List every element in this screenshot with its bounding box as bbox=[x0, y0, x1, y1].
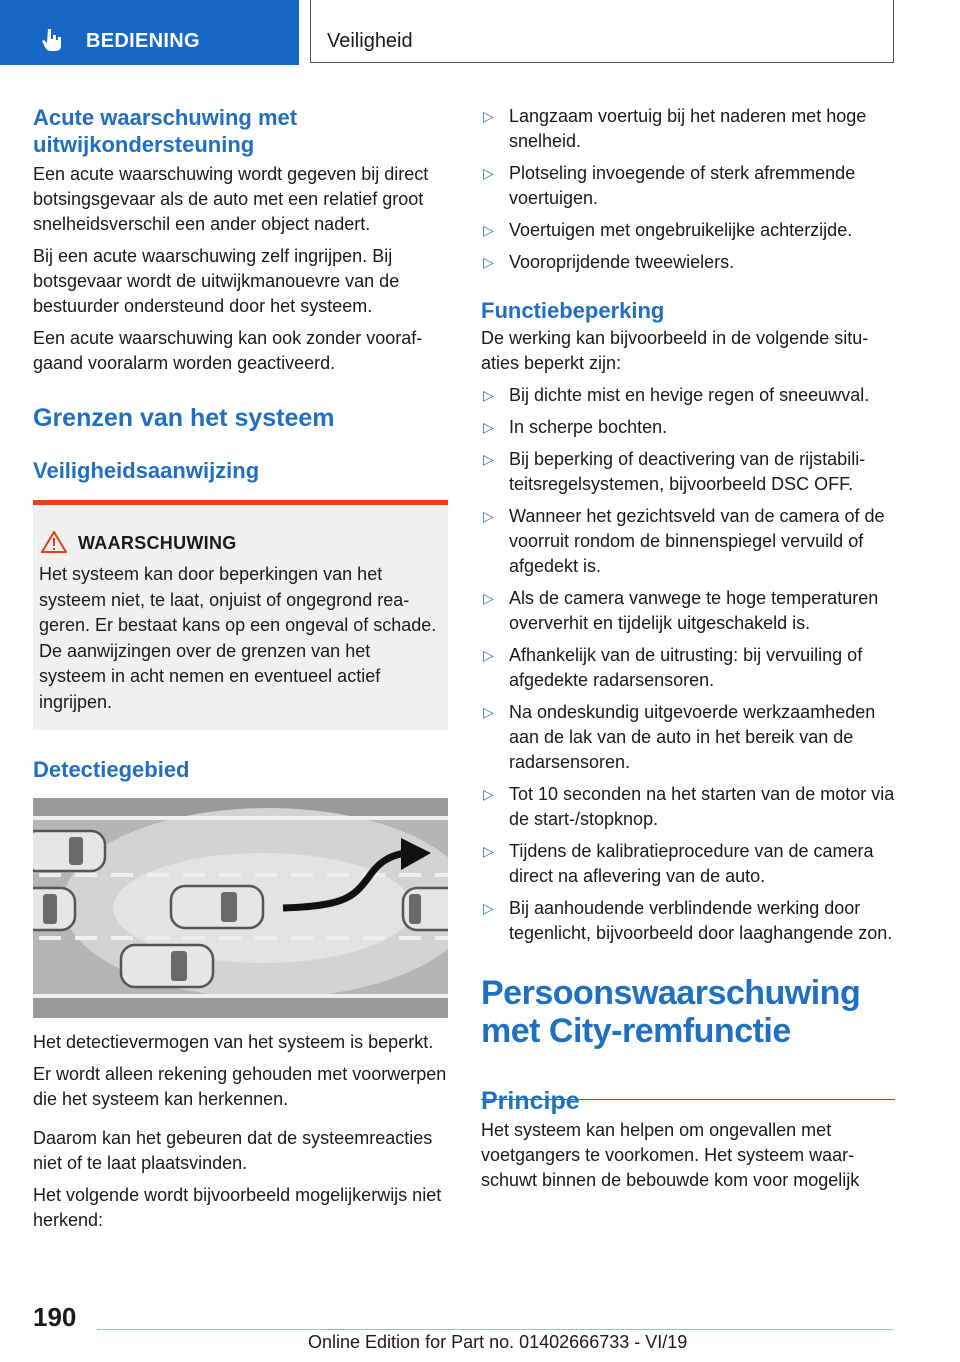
subsection-header bbox=[310, 0, 894, 63]
list-item bbox=[481, 586, 896, 636]
list-item-text: Vooroprijdende tweewielers. bbox=[509, 252, 735, 272]
bullet-icon: ▷ bbox=[483, 843, 494, 859]
paragraph: De werking kan bijvoorbeeld in de volgende situaties beperkt zijn: bbox=[481, 328, 869, 373]
footer-divider bbox=[97, 1329, 894, 1330]
list-item-text: Tijdens de kalibratieprocedure van de camera direct na aflevering van de auto. bbox=[509, 841, 874, 886]
list-item-text: Wanneer het gezichtsveld van de camera of de voorruit rondom de binnenspiegel vervuild of afgedekt is. bbox=[509, 506, 885, 576]
subsection-label: Veiligheid bbox=[327, 30, 413, 52]
list-item-text: Bij aanhoudende verblindende werking door tegenlicht, bijvoorbeeld door laaghangende zon. bbox=[509, 898, 893, 943]
heading-acute-waarschuwing: Acute waarschuwing met uitwijkondersteuning bbox=[33, 105, 298, 157]
bullet-icon: ▷ bbox=[483, 647, 494, 663]
section-label: BEDIENING bbox=[86, 30, 200, 52]
heading-grenzen: Grenzen van het systeem bbox=[33, 404, 335, 432]
list-item-text: Plotseling invoegende of sterk afremmende voertuigen. bbox=[509, 163, 856, 208]
paragraph: Bij een acute waarschuwing zelf ingrijpen. Bij botsgevaar wordt de uitwijkmanouevre van de bestuurder ondersteund door het systeem. bbox=[33, 246, 400, 316]
left-column-lower bbox=[33, 1030, 448, 1233]
heading-principe: Principe bbox=[481, 1087, 580, 1115]
hand-pointer-icon bbox=[40, 27, 66, 53]
bullet-icon: ▷ bbox=[483, 900, 494, 916]
list-item bbox=[481, 700, 896, 775]
heading-functiebeperking: Functiebeperking bbox=[481, 298, 665, 323]
paragraph: Het detectievermogen van het systeem is beperkt. bbox=[33, 1032, 434, 1052]
list-item bbox=[481, 415, 896, 440]
bullet-icon: ▷ bbox=[483, 222, 494, 238]
list-item bbox=[481, 218, 896, 243]
list-item bbox=[481, 782, 896, 832]
bullet-icon: ▷ bbox=[483, 704, 494, 720]
list-item bbox=[481, 643, 896, 693]
heading-persoonswaarschuwing: Persoonswaarschuwing met City-remfunctie bbox=[481, 974, 861, 1050]
bullet-icon: ▷ bbox=[483, 254, 494, 270]
paragraph: Er wordt alleen rekening gehouden met voorwerpen die het systeem kan herkennen. bbox=[33, 1064, 447, 1109]
list-item-text: Bij dichte mist en hevige regen of sneeuwval. bbox=[509, 385, 870, 405]
list-item bbox=[481, 839, 896, 889]
detection-area-illustration bbox=[33, 798, 448, 1018]
bullet-icon: ▷ bbox=[483, 108, 494, 124]
paragraph: Een acute waarschuwing kan ook zonder voorafgaand vooralarm worden geactiveerd. bbox=[33, 328, 423, 373]
list-item-text: Afhankelijk van de uitrusting: bij vervuiling of afgedekte radarsensoren. bbox=[509, 645, 863, 690]
bullet-icon: ▷ bbox=[483, 786, 494, 802]
section-rule bbox=[481, 1099, 895, 1100]
edition-text: Online Edition for Part no. 01402666733 - VI/19 bbox=[308, 1332, 688, 1352]
list-item bbox=[481, 447, 896, 497]
right-column bbox=[481, 104, 896, 1193]
list-item-text: Tot 10 seconden na het starten van de motor via de start-/stopknop. bbox=[509, 784, 895, 829]
warning-text: Het systeem kan door beperkingen van het systeem niet, te laat, onjuist of ongegrond reageren. Er bestaat kans op een ongeval of schade. De aanwijzingen over de grenzen van het systeem in acht nemen en eventueel actief ingrijpen. bbox=[39, 564, 437, 712]
list-item bbox=[481, 161, 896, 211]
list-item bbox=[481, 896, 896, 946]
list-item-text: Bij beperking of deactivering van de rijstabiliteitsregelsystemen, bijvoorbeeld DSC OFF. bbox=[509, 449, 866, 494]
list-item-text: Voertuigen met ongebruikelijke achterzijde. bbox=[509, 220, 853, 240]
section-tab bbox=[0, 0, 299, 65]
list-item bbox=[481, 504, 896, 579]
paragraph: Het systeem kan helpen om ongevallen met voetgangers te voorkomen. Het systeem waarschuwt binnen de bebouwde kom voor mogelijk bbox=[481, 1120, 860, 1190]
left-column bbox=[33, 104, 448, 484]
paragraph: Het volgende wordt bijvoorbeeld mogelijkerwijs niet herkend: bbox=[33, 1185, 442, 1230]
page-number: 190 bbox=[33, 1302, 77, 1332]
heading-veiligheidsaanwijzing: Veiligheidsaanwijzing bbox=[33, 458, 260, 483]
bullet-icon: ▷ bbox=[483, 451, 494, 467]
warning-triangle-icon bbox=[41, 531, 67, 553]
warning-box bbox=[33, 500, 448, 730]
list-item-text: Als de camera vanwege te hoge temperaturen oververhit en tijdelijk uitgeschakeld is. bbox=[509, 588, 879, 633]
list-item-text: Na ondeskundig uitgevoerde werkzaamheden aan de lak van de auto in het bereik van de radarsensoren. bbox=[509, 702, 876, 772]
paragraph: Daarom kan het gebeuren dat de systeemreacties niet of te laat plaatsvinden. bbox=[33, 1128, 433, 1173]
warning-title: WAARSCHUWING bbox=[78, 533, 237, 553]
list-item-text: Langzaam voertuig bij het naderen met hoge snelheid. bbox=[509, 106, 867, 151]
bullet-icon: ▷ bbox=[483, 590, 494, 606]
list-item bbox=[481, 383, 896, 408]
heading-detectiegebied: Detectiegebied bbox=[33, 757, 190, 782]
list-item-text: In scherpe bochten. bbox=[509, 417, 668, 437]
list-item bbox=[481, 104, 896, 154]
bullet-icon: ▷ bbox=[483, 508, 494, 524]
bullet-icon: ▷ bbox=[483, 165, 494, 181]
bullet-icon: ▷ bbox=[483, 419, 494, 435]
list-item bbox=[481, 250, 896, 275]
paragraph: Een acute waarschuwing wordt gegeven bij direct botsingsgevaar als de auto met een relatief groot snelheidsverschil een ander object nadert. bbox=[33, 164, 429, 234]
bullet-icon: ▷ bbox=[483, 387, 494, 403]
